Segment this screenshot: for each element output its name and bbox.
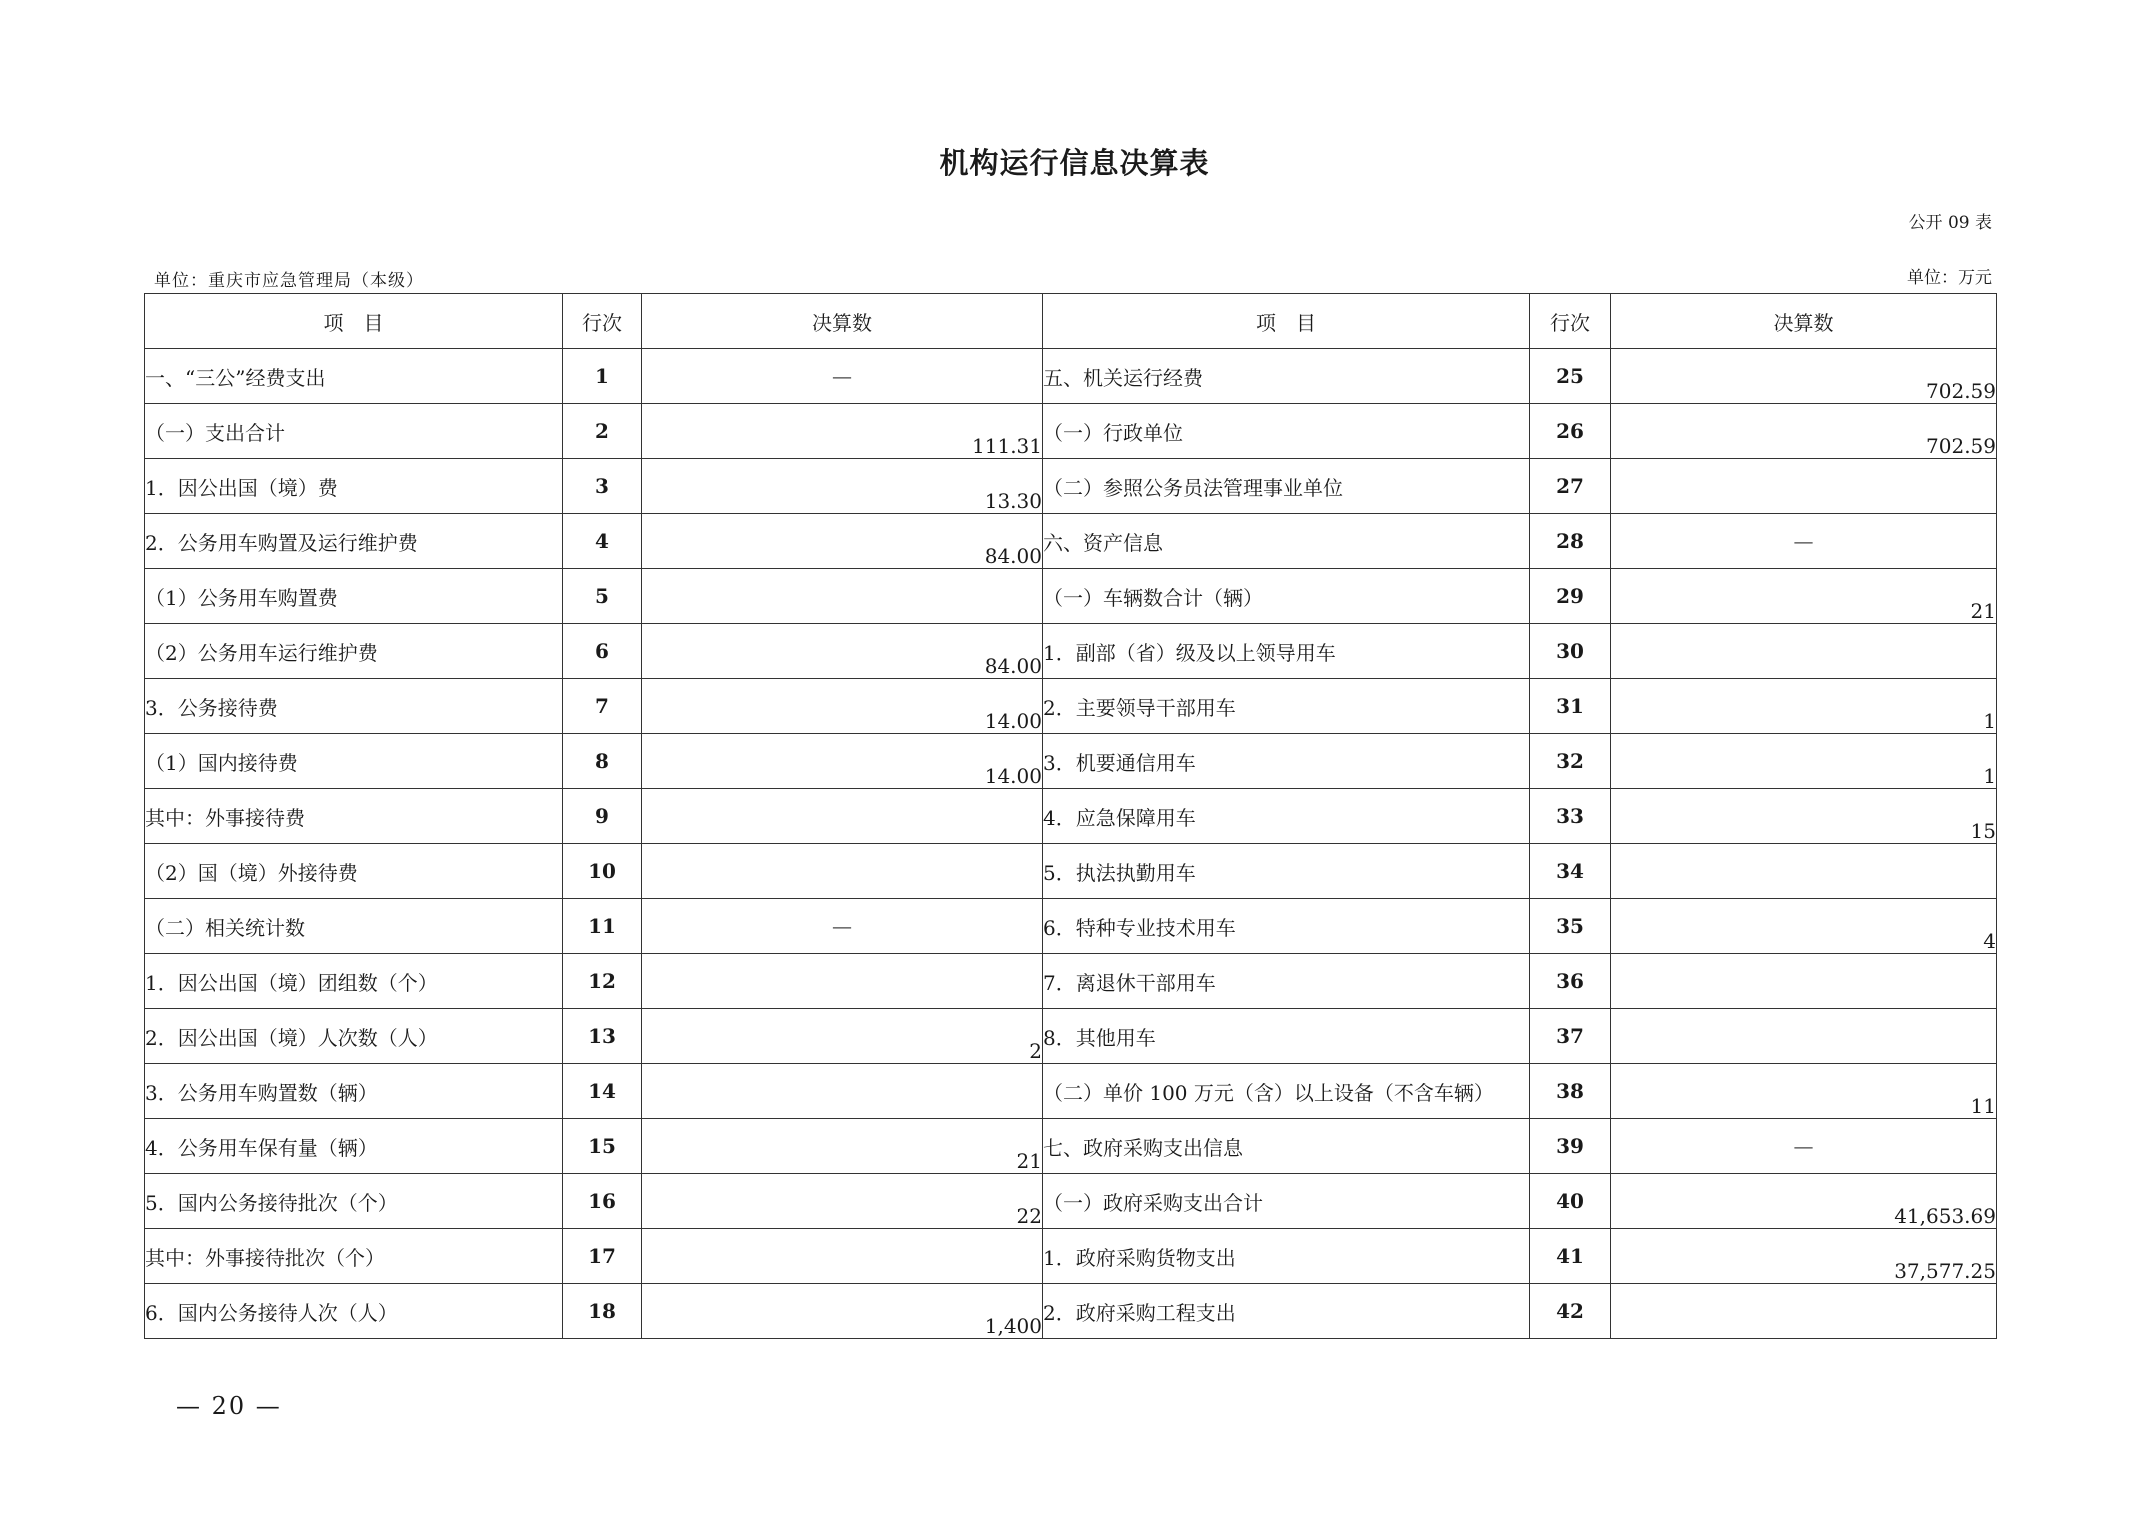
- row-amount: [642, 844, 1043, 899]
- row-amount: [1611, 1284, 1997, 1339]
- row-line-number: 10: [563, 844, 642, 899]
- row-line-number: 26: [1530, 404, 1611, 459]
- row-item-label: （1）国内接待费: [145, 734, 563, 789]
- row-item-label: 3．公务接待费: [145, 679, 563, 734]
- row-item-label: 2．政府采购工程支出: [1043, 1284, 1530, 1339]
- row-line-number: 37: [1530, 1009, 1611, 1064]
- row-line-number: 30: [1530, 624, 1611, 679]
- row-amount: 21: [642, 1119, 1043, 1174]
- row-line-number: 41: [1530, 1229, 1611, 1284]
- row-item-label: 3．公务用车购置数（辆）: [145, 1064, 563, 1119]
- row-line-number: 29: [1530, 569, 1611, 624]
- table-row: [145, 954, 1997, 1009]
- table-row: [145, 899, 1997, 954]
- row-line-number: 9: [563, 789, 642, 844]
- row-line-number: 6: [563, 624, 642, 679]
- row-line-number: 3: [563, 459, 642, 514]
- row-line-number: 12: [563, 954, 642, 1009]
- row-item-label: 1．因公出国（境）团组数（个）: [145, 954, 563, 1009]
- table-row: [145, 1064, 1997, 1119]
- row-item-label: 2．主要领导干部用车: [1043, 679, 1530, 734]
- row-item-label: 一、“三公”经费支出: [145, 349, 563, 404]
- header-amount-left: 决算数: [642, 294, 1043, 349]
- row-line-number: 18: [563, 1284, 642, 1339]
- row-item-label: （二）相关统计数: [145, 899, 563, 954]
- row-amount: 13.30: [642, 459, 1043, 514]
- reporting-unit: 单位：重庆市应急管理局（本级）: [154, 271, 424, 291]
- table-row: [145, 624, 1997, 679]
- row-item-label: 5．国内公务接待批次（个）: [145, 1174, 563, 1229]
- page-number: — 20 —: [176, 1392, 282, 1420]
- row-line-number: 13: [563, 1009, 642, 1064]
- row-line-number: 33: [1530, 789, 1611, 844]
- row-amount: 41,653.69: [1611, 1174, 1997, 1229]
- row-item-label: 2．因公出国（境）人次数（人）: [145, 1009, 563, 1064]
- row-line-number: 7: [563, 679, 642, 734]
- row-item-label: 4．应急保障用车: [1043, 789, 1530, 844]
- row-item-label: 1．因公出国（境）费: [145, 459, 563, 514]
- row-line-number: 35: [1530, 899, 1611, 954]
- row-line-number: 14: [563, 1064, 642, 1119]
- row-item-label: （一）车辆数合计（辆）: [1043, 569, 1530, 624]
- row-item-label: 其中：外事接待批次（个）: [145, 1229, 563, 1284]
- row-item-label: （2）国（境）外接待费: [145, 844, 563, 899]
- row-amount: 1: [1611, 734, 1997, 789]
- row-item-label: （二）参照公务员法管理事业单位: [1043, 459, 1530, 514]
- header-line-right: 行次: [1530, 294, 1611, 349]
- row-line-number: 5: [563, 569, 642, 624]
- form-code: 公开 09 表: [1908, 213, 1992, 233]
- row-amount: [642, 569, 1043, 624]
- table-row: [145, 1229, 1997, 1284]
- row-amount: [642, 1229, 1043, 1284]
- row-line-number: 4: [563, 514, 642, 569]
- row-amount: [1611, 459, 1997, 514]
- row-item-label: 6．特种专业技术用车: [1043, 899, 1530, 954]
- row-amount: 1,400: [642, 1284, 1043, 1339]
- row-line-number: 11: [563, 899, 642, 954]
- row-item-label: 3．机要通信用车: [1043, 734, 1530, 789]
- row-amount: —: [1611, 1119, 1997, 1174]
- row-line-number: 40: [1530, 1174, 1611, 1229]
- table-row: [145, 404, 1997, 459]
- page-title: 机构运行信息决算表: [939, 146, 1210, 180]
- table-row: [145, 789, 1997, 844]
- row-item-label: 2．公务用车购置及运行维护费: [145, 514, 563, 569]
- table-row: [145, 1174, 1997, 1229]
- row-item-label: 1．副部（省）级及以上领导用车: [1043, 624, 1530, 679]
- row-item-label: 1．政府采购货物支出: [1043, 1229, 1530, 1284]
- row-amount: 111.31: [642, 404, 1043, 459]
- row-line-number: 28: [1530, 514, 1611, 569]
- row-item-label: （一）行政单位: [1043, 404, 1530, 459]
- row-item-label: （二）单价 100 万元（含）以上设备（不含车辆）: [1043, 1064, 1530, 1119]
- row-item-label: （1）公务用车购置费: [145, 569, 563, 624]
- row-item-label: （一）支出合计: [145, 404, 563, 459]
- row-amount: 14.00: [642, 734, 1043, 789]
- table-row: [145, 734, 1997, 789]
- row-item-label: 4．公务用车保有量（辆）: [145, 1119, 563, 1174]
- header-line-left: 行次: [563, 294, 642, 349]
- row-amount: 15: [1611, 789, 1997, 844]
- row-item-label: （一）政府采购支出合计: [1043, 1174, 1530, 1229]
- row-amount: —: [1611, 514, 1997, 569]
- row-item-label: 8．其他用车: [1043, 1009, 1530, 1064]
- table-row: [145, 1009, 1997, 1064]
- row-item-label: 其中：外事接待费: [145, 789, 563, 844]
- row-amount: [642, 789, 1043, 844]
- row-amount: 37,577.25: [1611, 1229, 1997, 1284]
- row-line-number: 17: [563, 1229, 642, 1284]
- row-line-number: 1: [563, 349, 642, 404]
- table-row: [145, 569, 1997, 624]
- row-amount: 2: [642, 1009, 1043, 1064]
- row-item-label: 六、资产信息: [1043, 514, 1530, 569]
- row-line-number: 8: [563, 734, 642, 789]
- row-item-label: （2）公务用车运行维护费: [145, 624, 563, 679]
- table-header-row: [145, 294, 1997, 349]
- table-row: [145, 349, 1997, 404]
- currency-unit: 单位：万元: [1907, 268, 1992, 288]
- row-amount: [1611, 624, 1997, 679]
- row-amount: [1611, 1009, 1997, 1064]
- row-amount: 22: [642, 1174, 1043, 1229]
- header-amount-right: 决算数: [1611, 294, 1997, 349]
- table-row: [145, 679, 1997, 734]
- row-amount: 702.59: [1611, 404, 1997, 459]
- row-line-number: 31: [1530, 679, 1611, 734]
- row-item-label: 6．国内公务接待人次（人）: [145, 1284, 563, 1339]
- row-item-label: 五、机关运行经费: [1043, 349, 1530, 404]
- row-item-label: 7．离退休干部用车: [1043, 954, 1530, 1009]
- row-line-number: 16: [563, 1174, 642, 1229]
- row-line-number: 39: [1530, 1119, 1611, 1174]
- row-amount: —: [642, 899, 1043, 954]
- table-row: [145, 1119, 1997, 1174]
- row-line-number: 27: [1530, 459, 1611, 514]
- row-line-number: 38: [1530, 1064, 1611, 1119]
- row-line-number: 32: [1530, 734, 1611, 789]
- row-amount: 4: [1611, 899, 1997, 954]
- table-row: [145, 1284, 1997, 1339]
- table-row: [145, 844, 1997, 899]
- row-line-number: 15: [563, 1119, 642, 1174]
- row-amount: 11: [1611, 1064, 1997, 1119]
- row-amount: 84.00: [642, 514, 1043, 569]
- table-row: [145, 459, 1997, 514]
- row-amount: 21: [1611, 569, 1997, 624]
- row-amount: 702.59: [1611, 349, 1997, 404]
- row-amount: 14.00: [642, 679, 1043, 734]
- row-amount: 84.00: [642, 624, 1043, 679]
- row-amount: 1: [1611, 679, 1997, 734]
- row-line-number: 34: [1530, 844, 1611, 899]
- header-item-left: 项 目: [145, 294, 563, 349]
- row-amount: [642, 1064, 1043, 1119]
- row-amount: [1611, 954, 1997, 1009]
- row-amount: —: [642, 349, 1043, 404]
- row-amount: [1611, 844, 1997, 899]
- row-item-label: 5．执法执勤用车: [1043, 844, 1530, 899]
- row-line-number: 2: [563, 404, 642, 459]
- row-amount: [642, 954, 1043, 1009]
- header-item-right: 项 目: [1043, 294, 1530, 349]
- row-item-label: 七、政府采购支出信息: [1043, 1119, 1530, 1174]
- table-row: [145, 514, 1997, 569]
- row-line-number: 25: [1530, 349, 1611, 404]
- row-line-number: 42: [1530, 1284, 1611, 1339]
- budget-table: [144, 293, 1997, 1339]
- row-line-number: 36: [1530, 954, 1611, 1009]
